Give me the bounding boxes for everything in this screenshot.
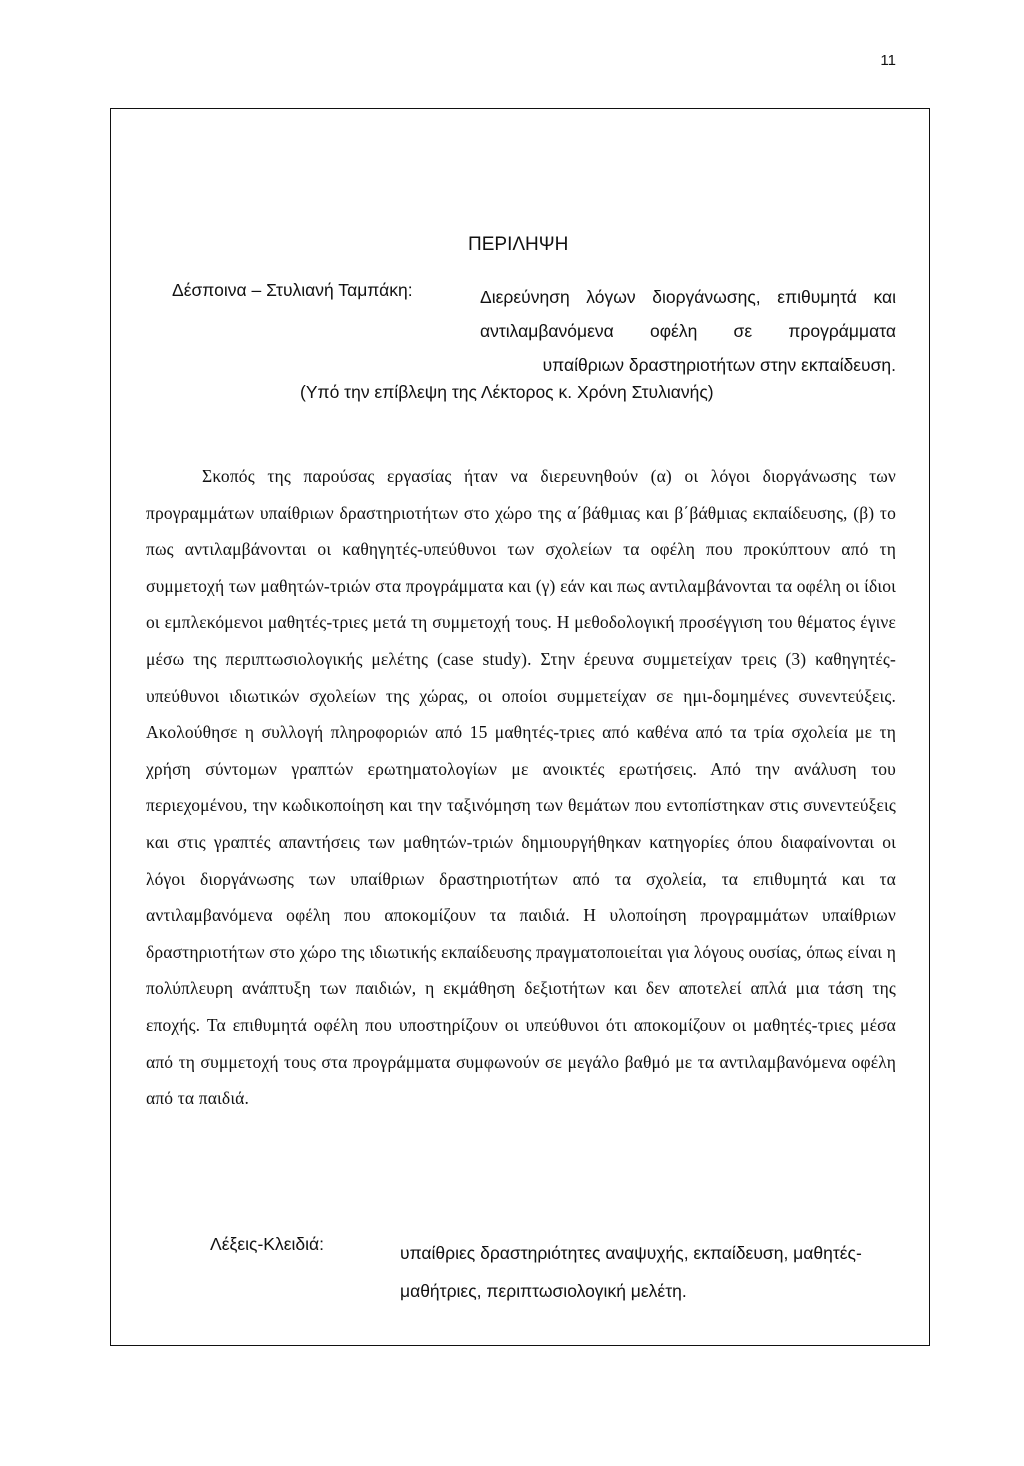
keywords-label: Λέξεις-Κλειδιά: (210, 1234, 324, 1254)
abstract-title: ΠΕΡΙΛΗΨΗ (468, 234, 569, 255)
page-number: 11 (880, 52, 896, 69)
thesis-title-line: Διερεύνηση λόγων διοργάνωσης, επιθυμητά και (480, 287, 896, 307)
thesis-title-line: αντιλαμβανόμενα οφέλη σε προγράμματα (480, 321, 896, 341)
supervisor-note: (Υπό την επίβλεψη της Λέκτορος κ. Χρόνη Στυλιανής) (300, 382, 714, 402)
author-name: Δέσποινα – Στυλιανή Ταμπάκη: (172, 280, 413, 300)
abstract-body: Σκοπός της παρούσας εργασίας ήταν να διερευνηθούν (α) οι λόγοι διοργάνωσης των προγραμμάτων υπαίθριων δραστηριοτήτων στο χώρο της α΄βάθμιας και β΄βάθμιας εκπαίδευσης, (β) το πως αντιλαμβάνονται οι καθηγητές-υπεύθυνοι των σχολείων τα οφέλη που προκύπτουν από τη συμμετοχή των μαθητών-τριών στα προγράμματα και (γ) εάν και πως αντιλαμβάνονται τα οφέλη οι ίδιοι οι εμπλεκόμενοι μαθητές-τριες μετά τη συμμετοχή τους. Η μεθοδολογική προσέγγιση του θέματος έγινε μέσω της περιπτωσιολογικής μελέτης (case study). Στην έρευνα συμμετείχαν τρεις (3) καθηγητές-υπεύθυνοι ιδιωτικών σχολείων της χώρας, οι οποίοι συμμετείχαν σε ημι-δομημένες συνεντεύξεις. Ακολούθησε η συλλογή πληροφοριών από 15 μαθητές-τριες από καθένα από τα τρία σχολεία με τη χρήση σύντομων γραπτών ερωτηματολογίων με ανοικτές ερωτήσεις. Από την ανάλυση του περιεχομένου, την κωδικοποίηση και την ταξινόμηση των θεμάτων που εντοπίστηκαν στις συνεντεύξεις και στις γραπτές απαντήσεις των μαθητών-τριών δημιουργήθηκαν κατηγορίες όπου διαφαίνονται οι λόγοι διοργάνωσης των υπαίθριων δραστηριοτήτων από τα σχολεία, τα επιθυμητά και τα αντιλαμβανόμενα οφέλη που αποκομίζουν τα παιδιά. Η υλοποίηση προγραμμάτων υπαίθριων δραστηριοτήτων στο χώρο της ιδιωτικής εκπαίδευσης πραγματοποιείται για λόγους ουσίας, όπως είναι η πολύπλευρη ανάπτυξη των παιδιών, η εκμάθηση δεξιοτήτων και δεν αποτελεί απλά μια τάση της εποχής. Τα επιθυμητά οφέλη που υποστηρίζουν οι υπεύθυνοι ότι αποκομίζουν οι μαθητές-τριες μέσα από τη συμμετοχή τους στα προγράμματα συμφωνούν σε μεγάλο βαθμό με τα αντιλαμβανόμενα οφέλη από τα παιδιά. (146, 466, 896, 1109)
thesis-title-line: υπαίθριων δραστηριοτήτων στην εκπαίδευση. (542, 355, 896, 375)
keywords-list: υπαίθριες δραστηριότητες αναψυχής, εκπαίδευση, μαθητές-μαθήτριες, περιπτωσιολογική μελέτη. (400, 1243, 862, 1301)
thesis-title (480, 280, 896, 382)
